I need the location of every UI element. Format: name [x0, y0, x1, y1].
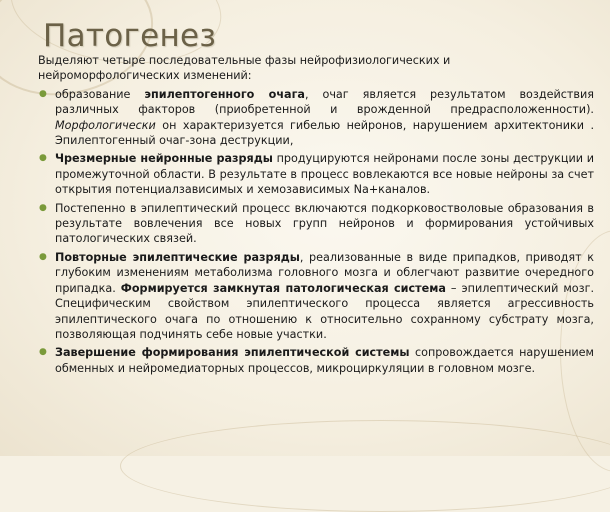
bullet-item-2: ● Чрезмерные нейронные разряды продуцируются нейронами после зоны деструкции и промежуточной области. В результате в процесс вовлекаются все новые нейроны за счет открытия потенциалзависимых и хемозависимых Na+каналов.	[39, 152, 594, 197]
bullet-item-1: ● образование эпилептогенного очага, очаг является результатом воздействия различных факторов (приобретенной и врожденной предрасположенности). Морфологически он характеризуется гибелью нейронов, нарушением архитектоники . Эпилептогенный очаг-зона деструкции,	[39, 87, 595, 148]
slide-body	[38, 53, 594, 379]
bullet-item-5: ● Завершение формирования эпилептической системы сопровождается нарушением обменных и нейромедиаторных процессов, микроциркуляции в головном мозге.	[39, 346, 594, 375]
slide-title: Патогенез	[43, 18, 217, 54]
bullet-item-4: ● Повторные эпилептические разряды, реализованные в виде припадков, приводят к глубоким изменениям метаболизма головного мозга и облегчают развитие очередного припадка. Формируется замкнутая патологическая система – эпилептический мозг. Специфическим свойством эпилептического процесса является агрессивность эпилептического очага по отношению к относительно сохранному субстрату мозга, позволяющая подчинять себе новые участки.	[39, 250, 595, 341]
decorative-swirl	[120, 420, 610, 512]
intro-text: Выделяют четыре последовательные фазы нейрофизиологических и нейроморфологических изменений:	[38, 54, 451, 83]
bullet-icon: ●	[39, 347, 47, 358]
bullet-icon: ●	[39, 153, 47, 164]
bullet-item-3: ● Постепенно в эпилептический процесс включаются подкорковостволовые образования в результате вовлечения все новых групп нейронов и формирования устойчивых патологических связей.	[39, 201, 594, 246]
bullet-icon: ●	[39, 251, 47, 262]
bullet-icon: ●	[39, 88, 47, 99]
bullet-icon: ●	[39, 202, 47, 213]
